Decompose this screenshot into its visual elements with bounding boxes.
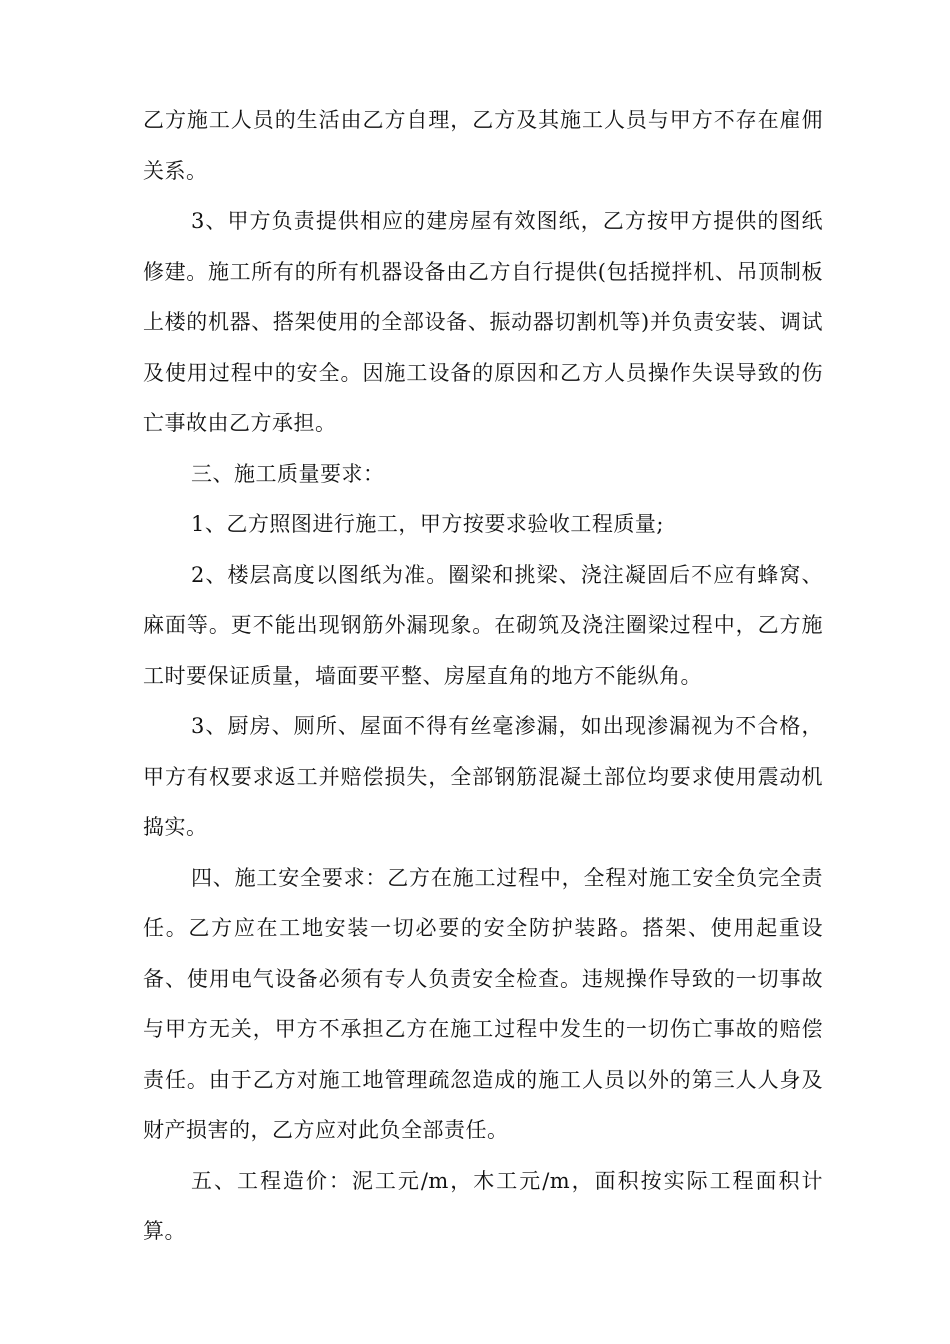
paragraph-safety: 四、施工安全要求：乙方在施工过程中，全程对施工安全负完全责任。乙方应在工地安装一切必要的安全防护装路。搭架、使用起重设备、使用电气设备必须有专人负责安全检查。违规操作导致的一切事故与甲方无关，甲方不承担乙方在施工过程中发生的一切伤亡事故的赔偿责任。由于乙方对施工地管理疏忽造成的施工人员以外的第三人人身及财产损害的，乙方应对此负全部责任。 — [143, 865, 823, 1142]
section-heading-quality: 三、施工质量要求： — [191, 461, 385, 486]
paragraph-quality-3: 3、厨房、厕所、屋面不得有丝毫渗漏，如出现渗漏视为不合格，甲方有权要求返工并赔偿损失，全部钢筋混凝土部位均要求使用震动机捣实。 — [143, 714, 823, 839]
paragraph-cost: 五、工程造价：泥工元/m，木工元/m，面积按实际工程面积计算。 — [143, 1168, 823, 1243]
paragraph-2: 3、甲方负责提供相应的建房屋有效图纸，乙方按甲方提供的图纸修建。施工所有的所有机器设备由乙方自行提供(包括搅拌机、吊顶制板上楼的机器、搭架使用的全部设备、振动器切割机等)并负责安装、调试及使用过程中的安全。因施工设备的原因和乙方人员操作失误导致的伤亡事故由乙方承担。 — [143, 209, 823, 435]
paragraph-quality-1: 1、乙方照图进行施工，甲方按要求验收工程质量; — [191, 512, 664, 536]
paragraph-quality-2: 2、楼层高度以图纸为准。圈梁和挑梁、浇注凝固后不应有蜂窝、麻面等。更不能出现钢筋外漏现象。在砌筑及浇注圈梁过程中，乙方施工时要保证质量，墙面要平整、房屋直角的地方不能纵角。 — [143, 562, 823, 688]
paragraph-1: 乙方施工人员的生活由乙方自理，乙方及其施工人员与甲方不存在雇佣关系。 — [143, 108, 823, 183]
document-body — [143, 95, 823, 1257]
